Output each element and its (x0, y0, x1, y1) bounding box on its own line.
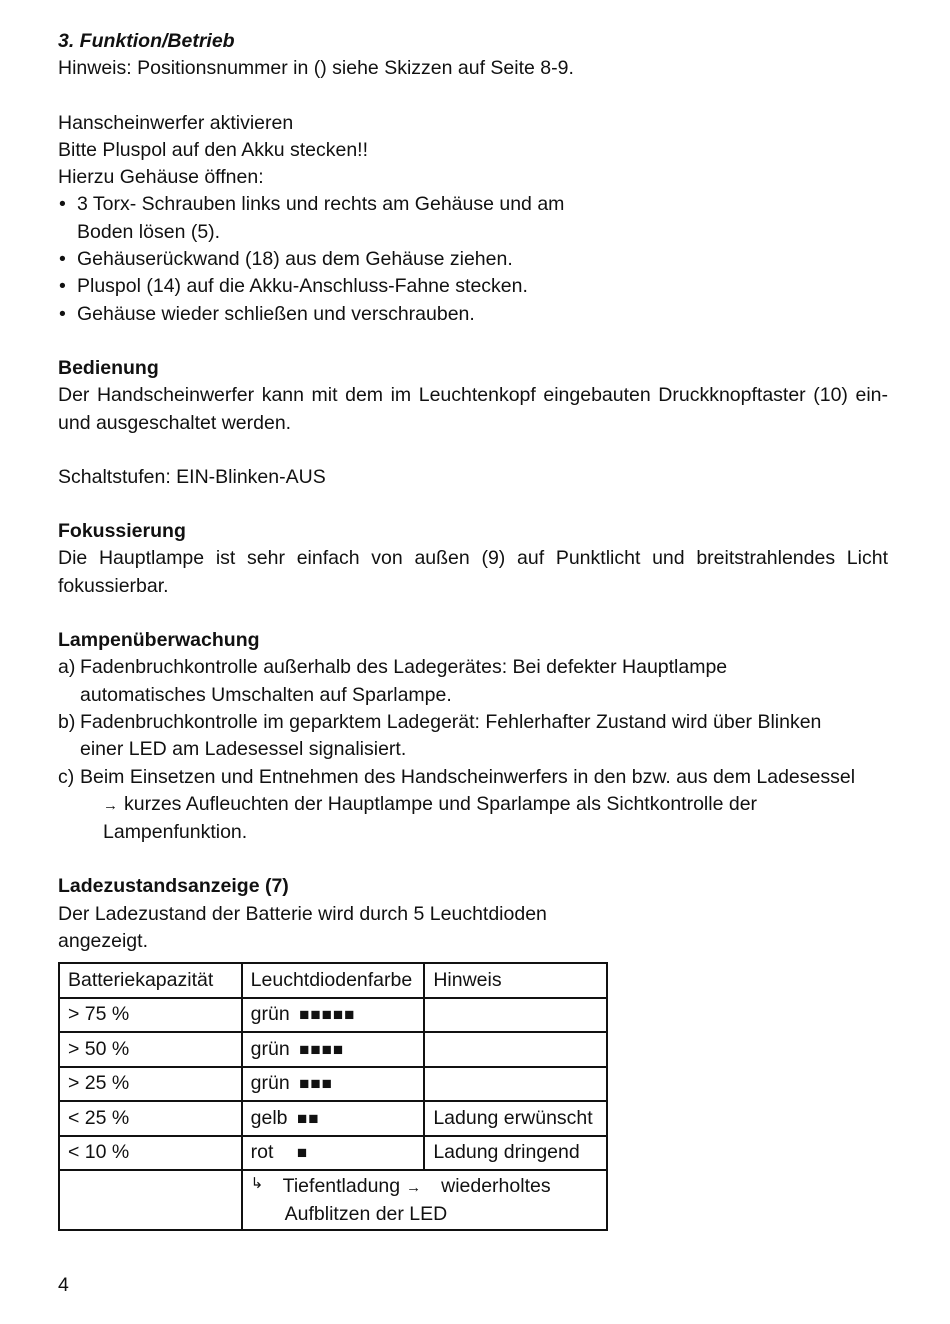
list-item-continuation (80, 791, 888, 847)
capacity-cell: < 10 % (59, 1136, 242, 1171)
capacity-cell: > 50 % (59, 1032, 242, 1067)
page-number: 4 (58, 1274, 69, 1296)
battery-capacity-table (58, 962, 608, 1231)
note-cell (424, 998, 607, 1033)
list-item-cont-text: kurzes Aufleuchten der Hauptlampe und Sparlampe als Sichtkontrolle der Lampenfunktion. (103, 792, 758, 844)
section-title: 3. Funktion/Betrieb (58, 30, 235, 52)
led-color-cell (242, 1032, 425, 1067)
list-item (58, 764, 888, 847)
table-row (59, 1032, 607, 1067)
table-header-cell: Leuchtdiodenfarbe (242, 963, 425, 998)
focus-text: Die Hauptlampe ist sehr einfach von außen (9) auf Punktlicht und breitstrahlendes Licht fokussierbar. (58, 547, 888, 597)
right-arrow-icon: → (406, 1179, 422, 1196)
activate-open-housing: Hierzu Gehäuse öffnen: (58, 166, 264, 189)
list-item-text: Beim Einsetzen und Entnehmen des Handscheinwerfers in den bzw. aus dem Ladesessel (80, 765, 856, 788)
note-cell (424, 1032, 607, 1067)
operation-heading: Bedienung (58, 356, 159, 379)
led-color-cell (242, 1067, 425, 1102)
table-header-cell: Hinweis (424, 963, 607, 998)
switch-levels: Schaltstufen: EIN-Blinken-AUS (58, 465, 326, 488)
charge-display-heading: Ladezustandsanzeige (7) (58, 875, 289, 898)
led-color-label: rot (250, 1141, 274, 1164)
activate-instruction: Bitte Pluspol auf den Akku stecken!! (58, 138, 369, 161)
list-marker: b) (58, 710, 76, 733)
lamp-monitoring-list (58, 654, 888, 846)
led-color-cell (242, 998, 425, 1033)
list-item (58, 654, 855, 709)
led-color-label: grün (250, 1037, 290, 1060)
deep-discharge-line2: Aufblitzen der LED (284, 1203, 448, 1226)
table-row (59, 1101, 607, 1136)
empty-cell (59, 1170, 242, 1230)
table-row (59, 1136, 607, 1171)
capacity-cell: > 25 % (59, 1067, 242, 1102)
filled-square-icon: ■■■■■ (299, 1005, 356, 1025)
charge-display-line1: Der Ladezustand der Batterie wird durch 5 Leuchtdioden (58, 902, 547, 925)
table-row (59, 1067, 607, 1102)
focus-heading: Fokussierung (58, 520, 186, 543)
list-item (58, 709, 870, 764)
note-cell: Ladung erwünscht (424, 1101, 607, 1136)
led-color-label: grün (250, 1072, 290, 1095)
led-color-label: grün (250, 1003, 290, 1026)
filled-square-icon: ■■■■ (299, 1039, 345, 1059)
deep-discharge-label: Tiefentladung (282, 1175, 401, 1197)
page-content (58, 28, 888, 955)
note-cell: Ladung dringend (424, 1136, 607, 1171)
lamp-monitoring-heading: Lampenüberwachung (58, 629, 260, 652)
charge-display-line2: angezeigt. (58, 930, 148, 953)
down-right-hook-arrow-icon: ↳ (250, 1175, 264, 1192)
filled-square-icon: ■ (296, 1143, 309, 1163)
operation-text: Der Handscheinwerfer kann mit dem im Leuchtenkopf eingebauten Druckknopftaster (10) ein- und ausgeschaltet werden. (58, 384, 888, 434)
right-arrow-icon: → (103, 796, 118, 814)
section-hint: Hinweis: Positionsnummer in () siehe Skizzen auf Seite 8-9. (58, 57, 574, 80)
table-row (59, 998, 607, 1033)
list-marker: c) (58, 765, 75, 788)
deep-discharge-note (242, 1170, 607, 1230)
table-header-row (59, 963, 607, 998)
capacity-cell: < 25 % (59, 1101, 242, 1136)
table-row (59, 1170, 607, 1230)
list-item-text: Fadenbruchkontrolle außerhalb des Ladegerätes: Bei defekter Hauptlampe automatisches Umschalten auf Sparlampe. (80, 656, 728, 706)
led-color-cell (242, 1136, 425, 1171)
deep-discharge-line1 (251, 1173, 598, 1201)
repeated-label: wiederholtes (441, 1175, 551, 1197)
filled-square-icon: ■■■ (299, 1074, 333, 1094)
activate-heading: Hanscheinwerfer aktivieren (58, 111, 294, 134)
table-header-cell: Batteriekapazität (59, 963, 242, 998)
bullet-item: • 3 Torx- Schrauben links und rechts am Gehäuse und am Boden lösen (5). (58, 191, 567, 246)
list-marker: a) (58, 656, 76, 679)
capacity-cell: > 75 % (59, 998, 242, 1033)
note-cell (424, 1067, 607, 1102)
led-color-label: gelb (250, 1106, 288, 1129)
bullet-item: • Gehäuse wieder schließen und verschrauben. (58, 301, 888, 328)
bullet-item: • Pluspol (14) auf die Akku-Anschluss-Fahne stecken. (58, 273, 888, 300)
bullet-item: • Gehäuserückwand (18) aus dem Gehäuse ziehen. (58, 246, 888, 273)
activate-bullet-list (58, 191, 888, 327)
filled-square-icon: ■■ (296, 1108, 320, 1128)
led-color-cell (242, 1101, 425, 1136)
list-item-text: Fadenbruchkontrolle im geparktem Ladegerät: Fehlerhafter Zustand wird über Blinken einer LED am Ladesessel signalisiert. (80, 710, 822, 761)
